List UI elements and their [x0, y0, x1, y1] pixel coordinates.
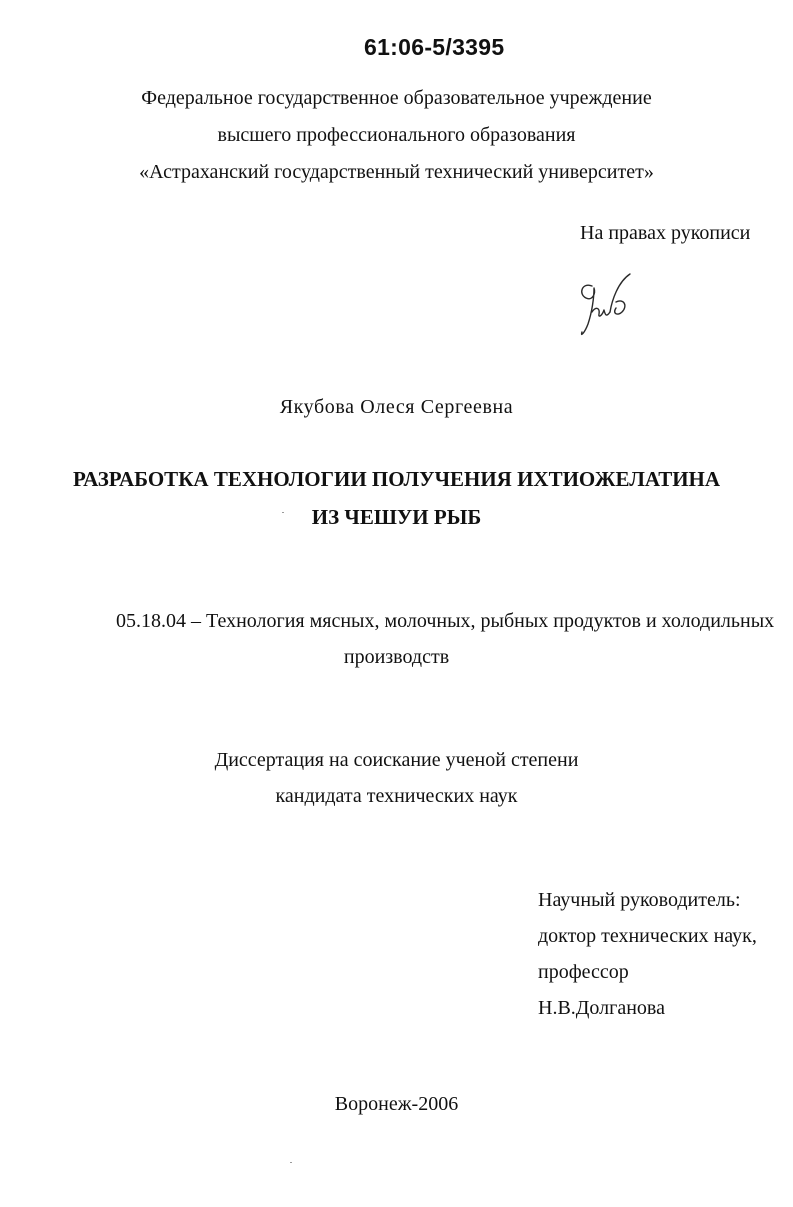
- advisor-name: Н.В.Долганова: [538, 997, 665, 1019]
- advisor-label: Научный руководитель:: [538, 889, 741, 911]
- rights-note: На правах рукописи: [580, 222, 751, 244]
- institution-line-2: высшего профессионального образования: [217, 124, 576, 146]
- advisor-degree: доктор технических наук,: [538, 925, 757, 947]
- handwritten-signature: [572, 268, 642, 344]
- degree-line-1: Диссертация на соискание ученой степени: [214, 749, 579, 771]
- place-and-year: Воронеж-2006: [334, 1093, 459, 1115]
- dissertation-title-line-2: ИЗ ЧЕШУИ РЫБ: [311, 505, 482, 529]
- author-name: Якубова Олеся Сергеевна: [279, 396, 514, 418]
- institution-line-1: Федеральное государственное образовательное учреждение: [141, 87, 652, 109]
- advisor-rank: профессор: [538, 961, 629, 983]
- scan-speck: [282, 512, 284, 513]
- institution-line-3: «Астраханский государственный технический университет»: [139, 161, 654, 183]
- specialty-line-2: производств: [343, 646, 450, 668]
- dissertation-title-line-1: РАЗРАБОТКА ТЕХНОЛОГИИ ПОЛУЧЕНИЯ ИХТИОЖЕЛАТИНА: [72, 467, 721, 491]
- specialty-line-1: 05.18.04 – Технология мясных, молочных, рыбных продуктов и холодильных: [116, 610, 775, 632]
- degree-line-2: кандидата технических наук: [275, 785, 518, 807]
- scan-speck: [290, 1162, 292, 1163]
- archive-code: 61:06-5/3395: [364, 34, 505, 60]
